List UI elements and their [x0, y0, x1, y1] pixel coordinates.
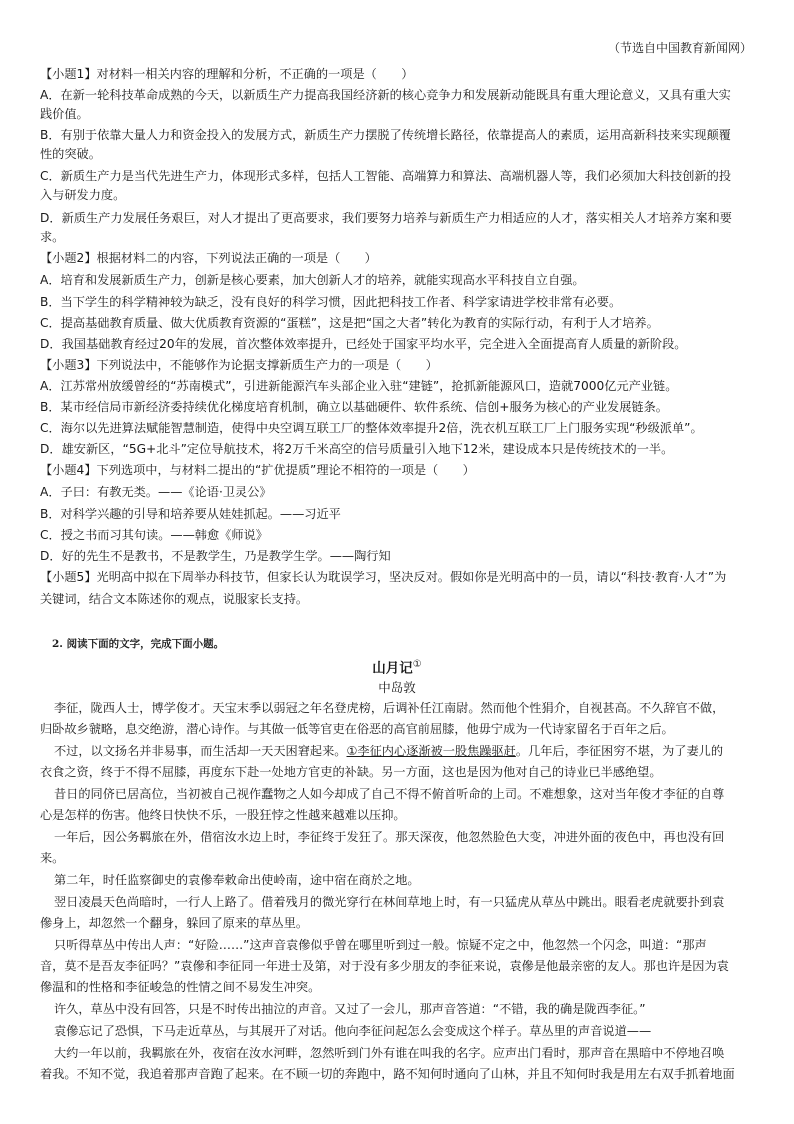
- paragraph-2-line-2: 衣食之资，终于不得不屈膝，再度东下赴一处地方官吏的补缺。另一方面，这也是因为他对自己的诗业已半感绝望。: [40, 765, 662, 779]
- paragraph-9: 袁傪忘记了恐惧，下马走近草丛，与其展开了对话。他向李征问起怎么会变成这个样子。草丛里的声音说道——: [54, 1024, 652, 1038]
- question-1-option-a: A．在新一轮科技革命成熟的今天，以新质生产力提高我国经济新的核心竞争力和发展新动能既具有重大理论意义，又具有重大实: [40, 88, 731, 102]
- paragraph-7-line-3: 傪温和的性格和李征峻急的性情之间不易发生冲突。: [40, 980, 321, 994]
- paragraph-1-line-2: 归卧故乡虢略，息交绝游，潜心诗作。与其做一低等官吏在俗恶的高官前屈膝，他毋宁成为一代诗家留名于百年之后。: [40, 722, 674, 736]
- question-1-option-d: D．新质生产力发展任务艰巨，对人才提出了更高要求，我们要努力培养与新质生产力相适应的人才，落实相关人才培养方案和要: [40, 211, 732, 225]
- question-1-option-c-cont: 入与研发力度。: [40, 188, 126, 202]
- paragraph-7-line-2: 音，莫不是吾友李征吗？”袁傪和李征同一年进士及第，对于没有多少朋友的李征来说，袁傪是他最亲密的友人。那也许是因为袁: [40, 959, 729, 973]
- paragraph-7-line-1: 只听得草丛中传出人声：“好险……”这声音袁傪似乎曾在哪里听到过一般。惊疑不定之中，他忽然一个闪念，叫道：“那声: [54, 938, 707, 952]
- question-1-option-a-cont: 践价值。: [40, 107, 89, 121]
- footnote-marker: ①: [412, 659, 422, 670]
- source-citation: （节选自中国教育新闻网）: [607, 41, 752, 55]
- question-2-stem: 【小题2】根据材料二的内容，下列说法正确的一项是（ ）: [40, 251, 377, 265]
- question-3-option-a: A．江苏常州放缓曾经的“苏南模式”，引进新能源汽车头部企业入驻“建链”，抢抓新能源风口，造就7000亿元产业链。: [40, 379, 678, 393]
- paragraph-4-line-1: 一年后，因公务羁旅在外，借宿汝水边上时，李征终于发狂了。那天深夜，他忽然脸色大变，冲进外面的夜色中，再也没有回: [54, 830, 725, 844]
- story-title-text: 山月记: [372, 660, 413, 677]
- story-author: 中岛敦: [378, 680, 416, 695]
- question-5-stem-cont: 关键词，结合文本陈述你的观点，说服家长支持。: [40, 592, 309, 606]
- section-2-heading: 2. 阅读下面的文字，完成下面小题。: [52, 638, 225, 650]
- question-3-option-b: B．某市经信局市新经济委持续优化梯度培育机制，确立以基础硬件、软件系统、信创+服务为核心的产业发展链条。: [40, 400, 668, 414]
- question-2-option-d: D．我国基础教育经过20年的发展，首次整体效率提升，已经处于国家平均水平，完全进入全面提高育人质量的新阶段。: [40, 337, 687, 351]
- question-2-option-b: B．当下学生的科学精神较为缺乏，没有良好的科学习惯，因此把科技工作者、科学家请进学校非常有必要。: [40, 295, 622, 309]
- question-1-stem: 【小题1】对材料一相关内容的理解和分析，不正确的一项是（ ）: [40, 67, 414, 81]
- underlined-sentence-1: ①李征内心逐渐被一股焦躁驱赶: [346, 744, 516, 758]
- paragraph-2-line-1: [54, 743, 760, 759]
- question-1-option-b-cont: 性的突破。: [40, 147, 101, 161]
- paragraph-10-line-1: 大约一年以前，我羁旅在外，夜宿在汝水河畔，忽然听到门外有谁在叫我的名字。应声出门看时，那声音在黑暗中不停地召唤: [54, 1046, 725, 1060]
- paragraph-6-line-1: 翌日凌晨天色尚暗时，一行人上路了。借着残月的微光穿行在林间草地上时，有一只猛虎从草丛中跳出。眼看老虎就要扑到袁: [54, 895, 725, 909]
- paragraph-5: 第二年，时任监察御史的袁傪奉敕命出使岭南，途中宿在商於之地。: [54, 873, 420, 887]
- paragraph-1-line-1: 李征，陇西人士，博学俊才。天宝末季以弱冠之年名登虎榜，后调补任江南尉。然而他个性狷介，自视甚高。不久辞官不做，: [54, 701, 725, 715]
- question-4-stem: 【小题4】下列选项中，与材料二提出的“扩优提质”理论不相符的一项是（ ）: [40, 463, 475, 477]
- question-3-stem: 【小题3】下列说法中，不能够作为论据支撑新质生产力的一项是（ ）: [40, 358, 438, 372]
- story-title: [0, 656, 794, 678]
- paragraph-2-text-cont: 。几年后，李征困穷不堪，为了妻儿的: [515, 744, 724, 758]
- paragraph-3-line-2: 心是怎样的伤害。他终日快快不乐，一股狂悖之性越来越难以压抑。: [40, 808, 406, 822]
- question-1-option-d-cont: 求。: [40, 230, 65, 244]
- question-3-option-d: D．雄安新区，“5G+北斗”定位导航技术，将2万千米高空的信号质量引入地下12米，建设成本只是传统技术的一半。: [40, 442, 674, 456]
- question-1-option-b: B．有别于依靠大量人力和资金投入的发展方式，新质生产力摆脱了传统增长路径，依靠提高人的素质，运用高新科技来实现颠覆: [40, 128, 731, 142]
- question-4-option-b: B．对科学兴趣的引导和培养要从娃娃抓起。——习近平: [40, 507, 341, 521]
- question-5-stem: 【小题5】光明高中拟在下周举办科技节，但家长认为耽误学习，坚决反对。假如你是光明高中的一员，请以“科技·教育·人才”为: [40, 570, 727, 584]
- question-2-option-a: A．培育和发展新质生产力，创新是核心要素，加大创新人才的培养，就能实现高水平科技自立自强。: [40, 273, 585, 287]
- paragraph-6-line-2: 傪身上，却忽然一个翻身，躲回了原来的草丛里。: [40, 916, 309, 930]
- paragraph-4-line-2: 来。: [40, 851, 65, 865]
- paragraph-2-text: 不过，以文扬名并非易事，而生活却一天天困窘起来。: [54, 744, 347, 758]
- question-4-option-d: D．好的先生不是教书，不是教学生，乃是教学生学。——陶行知: [40, 549, 391, 563]
- question-4-option-c: C．授之书而习其句读。——韩愈《师说》: [40, 528, 268, 542]
- question-3-option-c: C．海尔以先进算法赋能智慧制造，使得中央空调互联工厂的整体效率提升2倍，洗衣机互联工厂上门服务实现“秒级派单”。: [40, 421, 703, 435]
- question-2-option-c: C．提高基础教育质量、做大优质教育资源的“蛋糕”，这是把“国之大者”转化为教育的实际行动，有利于人才培养。: [40, 316, 659, 330]
- question-1-option-c: C．新质生产力是当代先进生产力，体现形式多样，包括人工智能、高端算力和算法、高端机器人等，我们必须加大科技创新的投: [40, 169, 732, 183]
- question-4-option-a: A．子曰：有教无类。——《论语·卫灵公》: [40, 485, 272, 499]
- paragraph-3-line-1: 昔日的同侪已居高位，当初被自己视作蠢物之人如今却成了自己不得不俯首听命的上司。不难想象，这对当年俊才李征的自尊: [54, 787, 725, 801]
- paragraph-10-line-2: 着我。不知不觉，我追着那声音跑了起来。在不顾一切的奔跑中，路不知何时通向了山林，并且不知何时我是用左右双手抓着地面: [40, 1067, 735, 1081]
- paragraph-8: 许久，草丛中没有回答，只是不时传出抽泣的声音。又过了一会儿，那声音答道：“不错，我的确是陇西李征。”: [54, 1002, 646, 1016]
